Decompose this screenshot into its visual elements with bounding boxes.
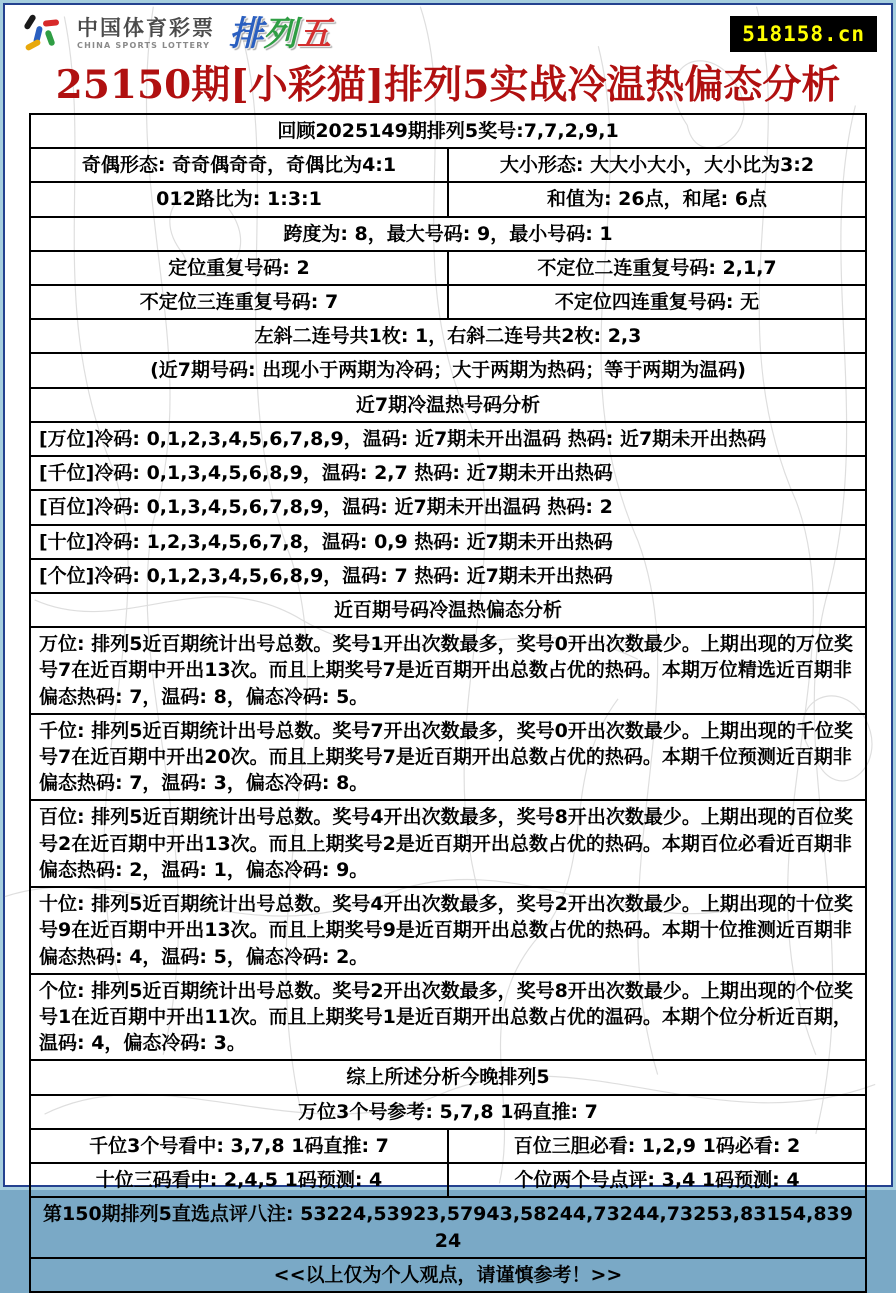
- table-row: [30, 456, 866, 490]
- table-cell: 千位3个号看中: 3,7,8 1码直推: 7: [30, 1129, 448, 1163]
- table-cell: 综上所述分析今晚排列5: [30, 1060, 866, 1094]
- table-cell: 左斜二连号共1枚: 1，右斜二连号共2枚: 2,3: [30, 319, 866, 353]
- table-cell: 近7期冷温热号码分析: [30, 388, 866, 422]
- analysis-table: [29, 113, 867, 1293]
- table-cell: 定位重复号码: 2: [30, 251, 448, 285]
- table-cell: 回顾2025149期排列5奖号:7,7,2,9,1: [30, 114, 866, 148]
- table-cell: 大小形态: 大大小大小，大小比为3:2: [448, 148, 866, 182]
- table-row: [30, 422, 866, 456]
- analysis-table-body: [30, 114, 866, 1292]
- table-row: [30, 388, 866, 422]
- table-cell: (近7期号码: 出现小于两期为冷码；大于两期为热码；等于两期为温码): [30, 353, 866, 387]
- table-cell: 和值为: 26点，和尾: 6点: [448, 182, 866, 216]
- brand-text: [77, 18, 215, 50]
- table-cell: 百位: 排列5近百期统计出号总数。奖号4开出次数最多，奖号8开出次数最少。上期出现的百位奖号2在近百期中开出13次。而且上期奖号2是近百期开出总数占优的热码。本期百位必看近百期非偏态热码: 2，温码: 1，偏态冷码: 9。: [30, 800, 866, 887]
- table-row: [30, 251, 866, 285]
- table-cell: 十位: 排列5近百期统计出号总数。奖号4开出次数最多，奖号2开出次数最少。上期出现的十位奖号9在近百期中开出13次。而且上期奖号9是近百期开出总数占优的热码。本期十位推测近百期非偏态热码: 4，温码: 5，偏态冷码: 2。: [30, 887, 866, 974]
- table-cell: 个位: 排列5近百期统计出号总数。奖号2开出次数最多，奖号8开出次数最少。上期出现的个位奖号1在近百期中开出11次。而且上期奖号1是近百期开出总数占优的温码。本期个位分析近百期，温码: 4，偏态冷码: 3。: [30, 974, 866, 1061]
- table-row: [30, 319, 866, 353]
- table-row: [30, 1197, 866, 1257]
- table-cell: [千位]冷码: 0,1,3,4,5,6,8,9，温码: 2,7 热码: 近7期未开出热码: [30, 456, 866, 490]
- table-cell: 万位: 排列5近百期统计出号总数。奖号1开出次数最多，奖号0开出次数最少。上期出现的万位奖号7在近百期中开出13次。而且上期奖号7是近百期开出总数占优的热码。本期万位精选近百期非偏态热码: 7，温码: 8，偏态冷码: 5。: [30, 627, 866, 714]
- table-row: [30, 1163, 866, 1197]
- table-cell: 个位两个号点评: 3,4 1码预测: 4: [448, 1163, 866, 1197]
- table-cell: 万位3个号参考: 5,7,8 1码直推: 7: [30, 1095, 866, 1129]
- sports-lottery-ribbon-icon: [23, 12, 69, 56]
- table-cell: 十位三码看中: 2,4,5 1码预测: 4: [30, 1163, 448, 1197]
- table-cell: 第150期排列5直选点评八注: 53224,53923,57943,58244,73244,73253,83154,83924: [30, 1197, 866, 1257]
- table-row: [30, 800, 866, 887]
- table-row: [30, 114, 866, 148]
- table-cell: [十位]冷码: 1,2,3,4,5,6,7,8，温码: 0,9 热码: 近7期未开出热码: [30, 525, 866, 559]
- table-cell: 不定位二连重复号码: 2,1,7: [448, 251, 866, 285]
- table-row: [30, 1095, 866, 1129]
- brand-name-chinese: 中国体育彩票: [77, 16, 215, 40]
- table-row: [30, 559, 866, 593]
- table-row: [30, 974, 866, 1061]
- table-row: [30, 525, 866, 559]
- pailie-wu-wordmark: [229, 14, 331, 54]
- table-row: [30, 490, 866, 524]
- table-row: [30, 285, 866, 319]
- table-row: [30, 714, 866, 801]
- table-cell: 近百期号码冷温热偏态分析: [30, 593, 866, 627]
- wordmark-char-2: 列: [263, 14, 297, 54]
- table-cell: 跨度为: 8，最大号码: 9，最小号码: 1: [30, 217, 866, 251]
- wordmark-char-3: 五: [297, 14, 331, 54]
- table-cell: 百位三胆必看: 1,2,9 1码必看: 2: [448, 1129, 866, 1163]
- table-cell: 千位: 排列5近百期统计出号总数。奖号7开出次数最多，奖号0开出次数最少。上期出现的千位奖号7在近百期中开出20次。而且上期奖号7是近百期开出总数占优的热码。本期千位预测近百期非偏态热码: 7，温码: 3，偏态冷码: 8。: [30, 714, 866, 801]
- table-row: [30, 1060, 866, 1094]
- brand-name-english: CHINA SPORTS LOTTERY: [77, 41, 211, 50]
- table-row: [30, 593, 866, 627]
- table-row: [30, 353, 866, 387]
- table-row: [30, 182, 866, 216]
- header: [5, 5, 891, 63]
- table-cell: 奇偶形态: 奇奇偶奇奇，奇偶比为4:1: [30, 148, 448, 182]
- table-cell: 不定位四连重复号码: 无: [448, 285, 866, 319]
- page-frame: [3, 3, 893, 1286]
- page-title: 25150期[小彩猫]排列5实战冷温热偏态分析: [55, 62, 841, 108]
- site-badge: 518158.cn: [730, 16, 877, 52]
- table-row: [30, 627, 866, 714]
- table-cell: [百位]冷码: 0,1,3,4,5,6,7,8,9，温码: 近7期未开出温码 热码: 2: [30, 490, 866, 524]
- table-row: [30, 1129, 866, 1163]
- table-row: [30, 1258, 866, 1292]
- table-row: [30, 148, 866, 182]
- table-row: [30, 887, 866, 974]
- table-cell: 不定位三连重复号码: 7: [30, 285, 448, 319]
- wordmark-char-1: 排: [229, 14, 263, 54]
- table-cell: [个位]冷码: 0,1,2,3,4,5,6,8,9，温码: 7 热码: 近7期未开出热码: [30, 559, 866, 593]
- table-cell: 012路比为: 1:3:1: [30, 182, 448, 216]
- table-row: [30, 217, 866, 251]
- china-sports-lottery-logo: [23, 12, 331, 56]
- table-cell: <<以上仅为个人观点，请谨慎参考！>>: [30, 1258, 866, 1292]
- table-cell: [万位]冷码: 0,1,2,3,4,5,6,7,8,9，温码: 近7期未开出温码 热码: 近7期未开出热码: [30, 422, 866, 456]
